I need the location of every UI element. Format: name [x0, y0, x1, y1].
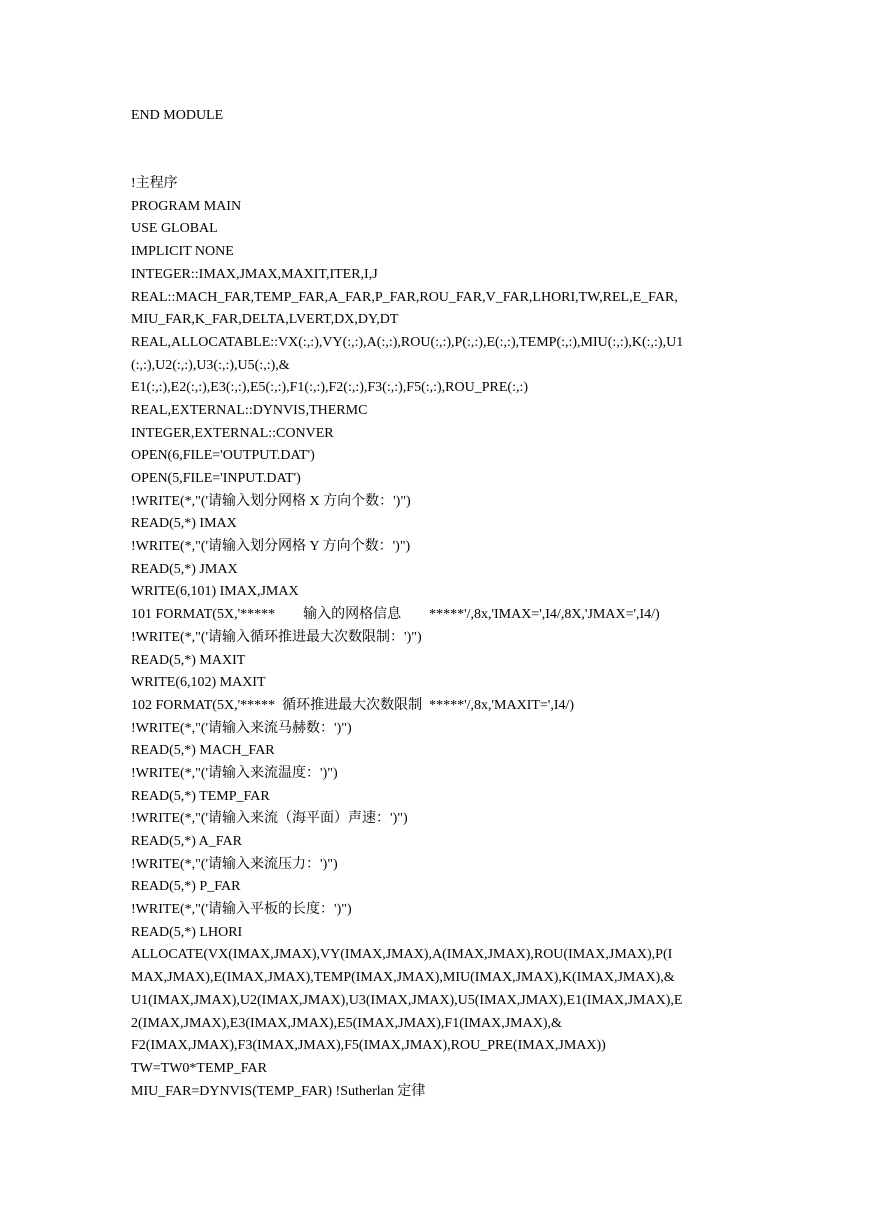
code-line: READ(5,*) MAXIT [131, 652, 246, 668]
code-line: READ(5,*) LHORI [131, 924, 243, 940]
code-line: !WRITE(*,"('请输入来流温度：')") [131, 765, 338, 781]
code-line: 2(IMAX,JMAX),E3(IMAX,JMAX),E5(IMAX,JMAX),F1(IMAX,JMAX),& [131, 1015, 562, 1031]
code-line: READ(5,*) A_FAR [131, 834, 242, 850]
code-line: READ(5,*) P_FAR [131, 879, 241, 895]
code-line: !WRITE(*,"('请输入平板的长度：')") [131, 902, 352, 918]
code-line: U1(IMAX,JMAX),U2(IMAX,JMAX),U3(IMAX,JMAX),U5(IMAX,JMAX),E1(IMAX,JMAX),E [131, 992, 683, 1008]
code-line: !WRITE(*,"('请输入来流马赫数：')") [131, 720, 352, 736]
code-line: READ(5,*) JMAX [131, 561, 238, 577]
code-line: MAX,JMAX),E(IMAX,JMAX),TEMP(IMAX,JMAX),MIU(IMAX,JMAX),K(IMAX,JMAX),& [131, 970, 675, 986]
code-line: INTEGER,EXTERNAL::CONVER [131, 425, 334, 441]
code-line: REAL,ALLOCATABLE::VX(:,:),VY(:,:),A(:,:),ROU(:,:),P(:,:),E(:,:),TEMP(:,:),MIU(:,:),K(:,:),U1 [131, 334, 684, 350]
code-line: READ(5,*) IMAX [131, 516, 237, 532]
code-line: READ(5,*) MACH_FAR [131, 743, 275, 759]
code-line: PROGRAM MAIN [131, 198, 242, 214]
code-line: (:,:),U2(:,:),U3(:,:),U5(:,:),& [131, 357, 290, 373]
code-line: REAL,EXTERNAL::DYNVIS,THERMC [131, 402, 368, 418]
code-line: !WRITE(*,"('请输入循环推进最大次数限制：')") [131, 629, 422, 645]
code-line: OPEN(5,FILE='INPUT.DAT') [131, 471, 301, 487]
code-line: INTEGER::IMAX,JMAX,MAXIT,ITER,I,J [131, 266, 378, 282]
code-line: E1(:,:),E2(:,:),E3(:,:),E5(:,:),F1(:,:),F2(:,:),F3(:,:),F5(:,:),ROU_PRE(:,:) [131, 380, 529, 396]
code-line: MIU_FAR,K_FAR,DELTA,LVERT,DX,DY,DT [131, 312, 399, 328]
code-line: !主程序 [131, 176, 178, 192]
code-line: REAL::MACH_FAR,TEMP_FAR,A_FAR,P_FAR,ROU_FAR,V_FAR,LHORI,TW,REL,E_FAR, [131, 289, 678, 305]
code-line: MIU_FAR=DYNVIS(TEMP_FAR) !Sutherlan 定律 [131, 1083, 426, 1099]
code-line: ALLOCATE(VX(IMAX,JMAX),VY(IMAX,JMAX),A(IMAX,JMAX),ROU(IMAX,JMAX),P(I [131, 947, 673, 963]
code-line: OPEN(6,FILE='OUTPUT.DAT') [131, 448, 315, 464]
code-line: WRITE(6,101) IMAX,JMAX [131, 584, 299, 600]
code-line: USE GLOBAL [131, 221, 218, 237]
blank-gap [131, 128, 741, 173]
code-lines [131, 173, 741, 1103]
code-line: READ(5,*) TEMP_FAR [131, 788, 270, 804]
code-line: !WRITE(*,"('请输入来流压力：')") [131, 856, 338, 872]
code-line: !WRITE(*,"('请输入来流（海平面）声速：')") [131, 811, 408, 827]
code-line: !WRITE(*,"('请输入划分网格 X 方向个数：')") [131, 493, 411, 509]
code-line: TW=TW0*TEMP_FAR [131, 1060, 267, 1076]
code-block [131, 105, 741, 1103]
end-module-line: END MODULE [131, 108, 224, 123]
code-line: !WRITE(*,"('请输入划分网格 Y 方向个数：')") [131, 539, 411, 555]
code-line: 102 FORMAT(5X,'***** 循环推进最大次数限制 *****'/,8x,'MAXIT=',I4/) [131, 697, 575, 713]
code-line: 101 FORMAT(5X,'***** 输入的网格信息 *****'/,8x,'IMAX=',I4/,8X,'JMAX=',I4/) [131, 607, 660, 623]
code-line: WRITE(6,102) MAXIT [131, 675, 266, 691]
code-line: F2(IMAX,JMAX),F3(IMAX,JMAX),F5(IMAX,JMAX),ROU_PRE(IMAX,JMAX)) [131, 1038, 606, 1054]
code-line: IMPLICIT NONE [131, 244, 234, 260]
